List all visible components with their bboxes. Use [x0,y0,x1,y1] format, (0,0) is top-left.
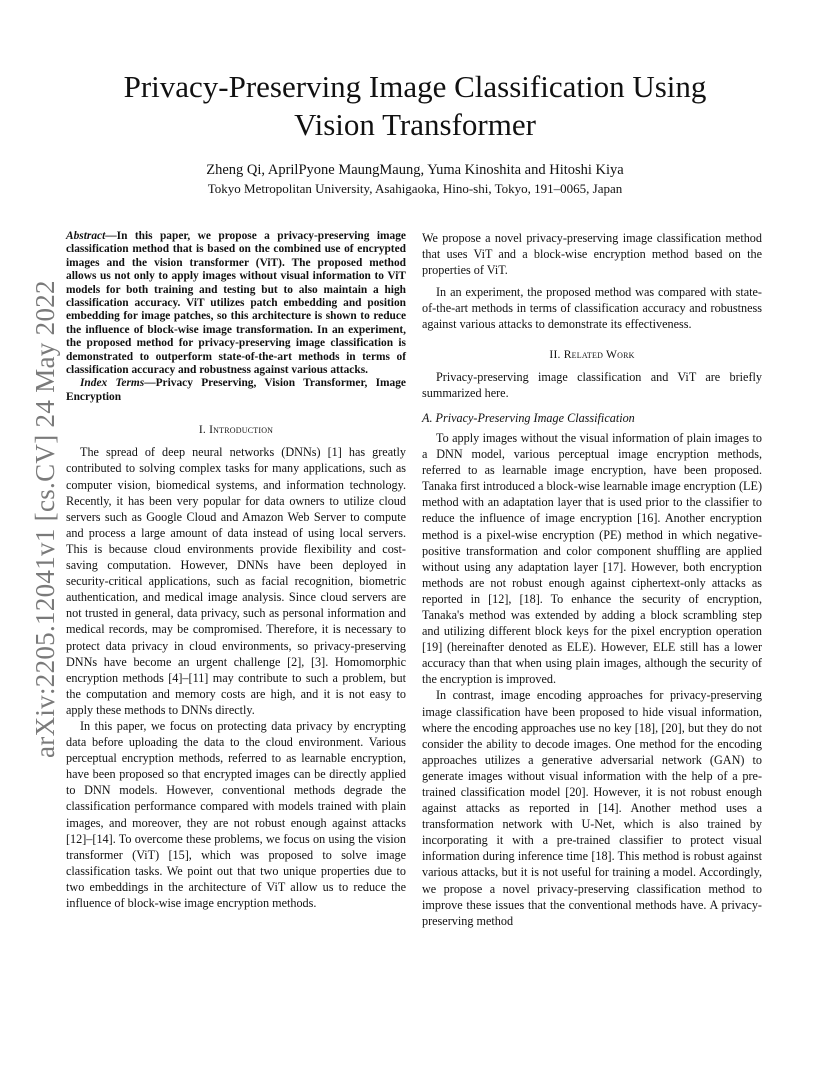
left-column [66,230,406,911]
index-terms [66,377,406,404]
abstract-label: Abstract [66,230,106,242]
abstract [66,230,406,377]
section-heading-introduction: I. Introduction [198,423,274,437]
abstract-text: —In this paper, we propose a privacy-preserving image classification method that is based on the combined use of encrypted images and the vision transformer (ViT). The proposed method allows us not only to apply images without visual information to ViT models for both training and testing but to also maintain a high classification accuracy. ViT utilizes patch embedding and position embedding for image patches, so this architecture is shown to reduce the influence of block-wise image transformation. In an experiment, the proposed method for privacy-preserving image classification is demonstrated to outperform state-of-the-art methods in terms of classification accuracy and robustness against various attacks. [66,230,406,377]
section-heading-related-work: II. Related Work [549,347,635,361]
intro-paragraph-2: In this paper, we focus on protecting data privacy by encrypting data before uploading the data to the cloud environment. Various perceptual encryption methods, referred to as learnable encryption, have been proposed so that encrypted images can be directly applied to DNN models. However, conventional methods degrade the classification performance compared with models trained with plain images, and moreover, they are not robust enough against attacks [12]–[14]. To overcome these problems, we focus on using the vision transformer (ViT) [15], which was proposed to solve image classification tasks. We point out that two unique properties due to two embeddings in the architecture of ViT allow us to reduce the influence of block-wise image encryption methods. [66,718,406,910]
related-paragraph-1: Privacy-preserving image classification and ViT are briefly summarized here. [422,369,762,400]
subsection-a-paragraph-1: To apply images without the visual information of plain images to a DNN model, various perceptual image encryption methods, referred to as learnable image encryption, have been proposed. Tanaka first introduced a block-wise learnable image encryption (LE) method with an adaptation layer that is used prior to the classifier to reduce the influence of image encryption [16]. Another encryption method is a pixel-wise encryption (PE) method in which negative-positive transformation and color component shuffling are applied without using any adaptation layer [17]. However, both encryption methods are not robust enough against ciphertext-only attacks as reported in [12], [18]. To enhance the security of encryption, Tanaka's method was extended by adding a block scrambling step and utilizing different block keys for the pixel encryption operation [19] (hereinafter denoted as ELE). However, ELE still has a lower accuracy than that when using plain images, although the security of the encryption is improved. [422,430,762,687]
index-terms-label: Index Terms [80,377,145,390]
right-paragraph-1: We propose a novel privacy-preserving image classification method that uses ViT and a block-wise encryption method based on the properties of ViT. [422,231,762,278]
right-column [422,230,762,929]
index-terms-text: —Privacy Preserving, Vision Transformer, Image Encryption [66,377,406,403]
paper-title [60,68,770,144]
affiliation: Tokyo Metropolitan University, Asahigaoka, Hino-shi, Tokyo, 191–0065, Japan [207,181,623,196]
right-paragraph-2: In an experiment, the proposed method was compared with state-of-the-art methods in terms of classification accuracy and robustness against various attacks to demonstrate its effectiveness. [422,285,762,332]
subsection-a-paragraph-2: In contrast, image encoding approaches for privacy-preserving image classification have been proposed to hide visual information, where the encoding approaches use no key [18], [20], but they do not consider the ability to decode images. One method for the encoding approaches utilizes a generative adversarial network (GAN) to generate images without visual information with the help of a pre-trained classification model [20]. However, it is not robust enough against attacks as reported in [14]. Another method uses a transformation network with U-Net, which is also trained by incorporating it with a pre-trained classifier to protect visual information during inference time [18]. This method is robust against various attacks, but it is not useful for training a model. Accordingly, we propose a novel privacy-preserving classification method to improve these issues that the conventional methods have. A privacy-preserving method [422,688,762,928]
arxiv-stamp: arXiv:2205.12041v1 [cs.CV] 24 May 2022 [30,280,60,758]
intro-paragraph-1: The spread of deep neural networks (DNNs) [1] has greatly contributed to solving complex tasks for many applications, such as computer vision, biomedical systems, and information technology. Recently, it has been very popular for data owners to utilize cloud servers such as Google Cloud and Amazon Web Server to compute and process a large amount of data instead of using local servers. This is because cloud environments provide flexibility and cost-saving computation. However, DNNs have been deployed in security-critical applications, such as facial recognition, biometric authentication, and medical image analysis. Since cloud servers are not trusted in general, data privacy, such as personal information and medical records, may be compromised. Therefore, it is necessary to protect data privacy in cloud environments, so privacy-preserving DNNs have become an urgent challenge [2], [3]. Homomorphic encryption methods [4]–[11] may contribute to such a problem, but the computation and memory costs are high, and it is not easy to apply these methods to DNNs directly. [66,445,406,717]
author-list: Zheng Qi, AprilPyone MaungMaung, Yuma Kinoshita and Hitoshi Kiya [206,162,624,178]
title-line-1: Privacy-Preserving Image Classification Using [123,69,707,104]
title-line-2: Vision Transformer [294,107,536,142]
subsection-heading-a: A. Privacy-Preserving Image Classification [422,410,635,425]
